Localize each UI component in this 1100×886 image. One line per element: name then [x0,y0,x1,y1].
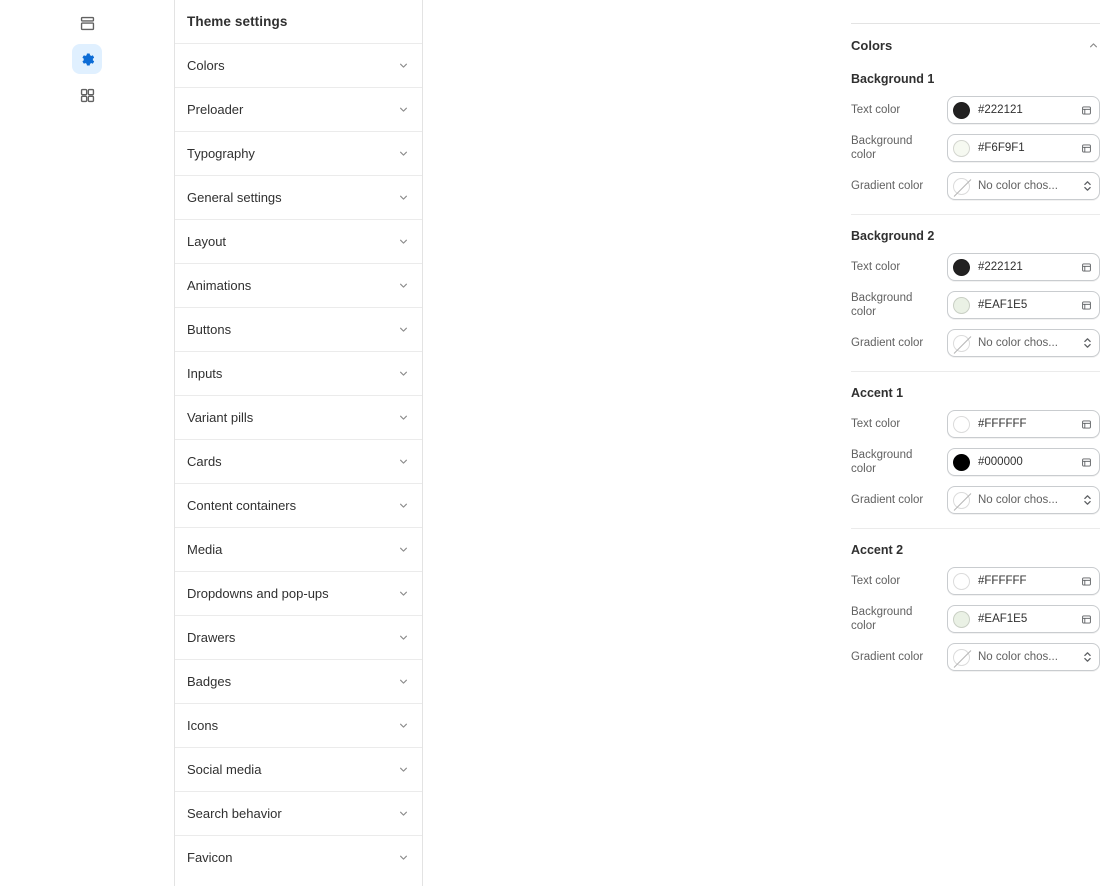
settings-row-badges[interactable] [175,659,422,703]
color-field-label: Text color [851,104,901,116]
color-field-label: Background color [851,606,913,632]
color-library-icon[interactable] [1080,613,1093,626]
settings-row-label: Social media [187,762,262,777]
color-swatch-picker[interactable] [947,291,1100,319]
chevron-down-icon [397,807,410,820]
color-swatch [953,454,970,471]
color-swatch [953,416,970,433]
inspector-divider [851,23,1100,24]
settings-row-inputs[interactable] [175,351,422,395]
gradient-color-select[interactable] [947,486,1100,514]
gear-icon [79,51,96,68]
panel-title: Theme settings [187,14,288,29]
sections-icon [79,15,96,32]
settings-row-content-containers[interactable] [175,483,422,527]
color-swatch-picker[interactable] [947,605,1100,633]
theme-settings-panel [174,0,423,886]
color-value-text: #FFFFFF [978,575,1027,587]
color-swatch [953,140,970,157]
color-swatch-picker[interactable] [947,96,1100,124]
color-field-label: Text color [851,575,901,587]
color-value-text: No color chos... [978,337,1058,349]
group-separator [851,214,1100,215]
color-library-icon[interactable] [1080,299,1093,312]
settings-row-variant-pills[interactable] [175,395,422,439]
color-field-row [851,291,1100,319]
settings-row-buttons[interactable] [175,307,422,351]
chevron-down-icon [397,191,410,204]
settings-row-label: Layout [187,234,227,249]
color-group [851,72,1100,200]
settings-row-dropdowns-and-pop-ups[interactable] [175,571,422,615]
color-swatch-picker[interactable] [947,410,1100,438]
color-swatch [953,297,970,314]
color-field-row [851,448,1100,476]
color-swatch-picker[interactable] [947,567,1100,595]
settings-row-label: Preloader [187,102,244,117]
color-field-row [851,486,1100,514]
settings-row-label: Content containers [187,498,297,513]
color-field-row [851,134,1100,162]
color-field-label: Text color [851,418,901,430]
theme-settings-list [175,43,422,879]
color-library-icon[interactable] [1080,575,1093,588]
color-library-icon[interactable] [1080,104,1093,117]
settings-row-label: Animations [187,278,252,293]
color-field-label: Gradient color [851,337,924,349]
color-field-label: Background color [851,449,913,475]
color-value-text: #EAF1E5 [978,299,1028,311]
settings-row-label: Badges [187,674,232,689]
settings-row-label: Search behavior [187,806,282,821]
settings-row-animations[interactable] [175,263,422,307]
chevron-down-icon [397,675,410,688]
color-field-row [851,643,1100,671]
apps-blocks-icon [79,87,96,104]
color-value-text: No color chos... [978,180,1058,192]
select-stepper-icon[interactable] [1082,650,1093,664]
chevron-down-icon [397,455,410,468]
color-swatch [953,335,970,352]
settings-row-label: Variant pills [187,410,254,425]
color-group [851,386,1100,514]
color-value-text: #000000 [978,456,1023,468]
color-group-title: Background 1 [851,72,935,86]
settings-row-layout[interactable] [175,219,422,263]
chevron-down-icon [397,323,410,336]
color-field-label: Text color [851,261,901,273]
select-stepper-icon[interactable] [1082,179,1093,193]
settings-row-label: Cards [187,454,222,469]
color-group-title: Background 2 [851,229,935,243]
settings-row-label: Dropdowns and pop-ups [187,586,329,601]
chevron-down-icon [397,851,410,864]
color-value-text: No color chos... [978,651,1058,663]
chevron-down-icon [397,763,410,776]
settings-row-favicon[interactable] [175,835,422,879]
color-field-row [851,172,1100,200]
settings-row-label: Colors [187,58,225,73]
color-value-text: #F6F9F1 [978,142,1025,154]
color-group [851,543,1100,671]
settings-row-label: General settings [187,190,282,205]
chevron-down-icon [397,279,410,292]
color-value-text: #FFFFFF [978,418,1027,430]
gradient-color-select[interactable] [947,172,1100,200]
settings-row-drawers[interactable] [175,615,422,659]
settings-row-typography[interactable] [175,131,422,175]
select-stepper-icon[interactable] [1082,493,1093,507]
settings-row-label: Icons [187,718,219,733]
color-groups [851,72,1100,671]
chevron-down-icon [397,411,410,424]
color-field-label: Gradient color [851,651,924,663]
color-library-icon[interactable] [1080,456,1093,469]
color-field-label: Background color [851,292,913,318]
color-field-row [851,605,1100,633]
colors-section-header[interactable] [851,24,1100,66]
color-group-title: Accent 1 [851,386,904,400]
color-field-row [851,329,1100,357]
settings-row-icons[interactable] [175,703,422,747]
select-stepper-icon[interactable] [1082,336,1093,350]
color-swatch [953,611,970,628]
theme-settings-gear-button[interactable] [72,44,102,74]
chevron-down-icon [397,587,410,600]
chevron-down-icon [397,103,410,116]
color-group-title: Accent 2 [851,543,904,557]
color-swatch [953,259,970,276]
color-field-row [851,410,1100,438]
color-field-label: Gradient color [851,494,924,506]
color-field-row [851,96,1100,124]
apps-blocks-icon-button[interactable] [72,80,102,110]
chevron-up-icon [1087,39,1100,52]
color-library-icon[interactable] [1080,261,1093,274]
colors-inspector [423,0,1058,886]
color-field-row [851,567,1100,595]
settings-row-search-behavior[interactable] [175,791,422,835]
settings-row-media[interactable] [175,527,422,571]
color-value-text: #222121 [978,261,1023,273]
colors-section-title: Colors [851,37,893,53]
settings-row-label: Buttons [187,322,232,337]
color-swatch-picker[interactable] [947,448,1100,476]
settings-row-preloader[interactable] [175,87,422,131]
gradient-color-select[interactable] [947,643,1100,671]
color-field-row [851,253,1100,281]
chevron-down-icon [397,367,410,380]
settings-row-label: Drawers [187,630,236,645]
group-separator [851,528,1100,529]
color-swatch [953,649,970,666]
color-swatch-picker[interactable] [947,134,1100,162]
color-swatch [953,178,970,195]
settings-row-social-media[interactable] [175,747,422,791]
color-library-icon[interactable] [1080,142,1093,155]
chevron-down-icon [397,235,410,248]
chevron-down-icon [397,499,410,512]
color-library-icon[interactable] [1080,418,1093,431]
settings-row-label: Inputs [187,366,223,381]
color-value-text: #222121 [978,104,1023,116]
gradient-color-select[interactable] [947,329,1100,357]
editor-icon-rail [0,0,174,886]
settings-row-general-settings[interactable] [175,175,422,219]
chevron-down-icon [397,147,410,160]
color-field-label: Gradient color [851,180,924,192]
chevron-down-icon [397,719,410,732]
settings-row-colors[interactable] [175,43,422,87]
settings-row-label: Typography [187,146,255,161]
color-swatch [953,492,970,509]
settings-row-cards[interactable] [175,439,422,483]
settings-row-label: Media [187,542,223,557]
group-separator [851,371,1100,372]
chevron-down-icon [397,543,410,556]
color-group [851,229,1100,357]
color-swatch [953,102,970,119]
color-swatch-picker[interactable] [947,253,1100,281]
color-value-text: #EAF1E5 [978,613,1028,625]
color-value-text: No color chos... [978,494,1058,506]
color-field-label: Background color [851,135,913,161]
chevron-down-icon [397,59,410,72]
sections-icon-button[interactable] [72,8,102,38]
color-swatch [953,573,970,590]
settings-row-label: Favicon [187,850,233,865]
chevron-down-icon [397,631,410,644]
